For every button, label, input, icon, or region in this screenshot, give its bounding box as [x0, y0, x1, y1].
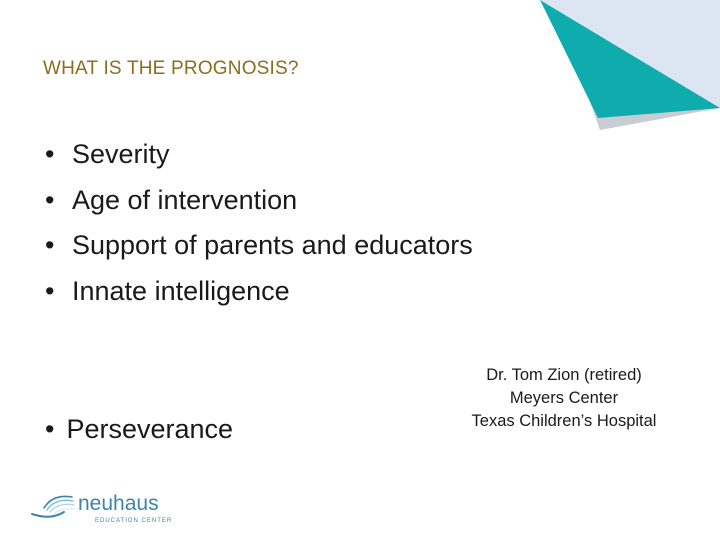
- bullet-dot: •: [45, 414, 55, 444]
- slide-title: WHAT IS THE PROGNOSIS?: [43, 58, 299, 79]
- bullet-dot: •: [45, 230, 55, 260]
- bullet-item: [45, 272, 473, 318]
- corner-shadow-shape: [560, 18, 720, 130]
- credit-name: Dr. Tom Zion (retired): [486, 366, 642, 384]
- bullet-item-perseverance: [45, 410, 233, 448]
- bullet-text: Innate intelligence: [72, 275, 290, 306]
- neuhaus-logo: [30, 488, 210, 528]
- bullet-text: Perseverance: [66, 414, 234, 444]
- bullet-item: [45, 226, 473, 272]
- bullet-text: Support of parents and educators: [72, 230, 473, 260]
- credit-center: Meyers Center: [509, 389, 619, 407]
- bullet-list: [45, 135, 473, 317]
- bullet-item: [45, 135, 473, 181]
- bullet-text: Severity: [72, 139, 170, 169]
- credit-hospital: Texas Children’s Hospital: [471, 412, 657, 430]
- logo-tagline: EDUCATION CENTER: [95, 518, 173, 524]
- bullet-dot: •: [45, 184, 55, 215]
- logo-wordmark: neuhaus: [78, 492, 159, 515]
- bullet-text: Age of intervention: [72, 184, 298, 215]
- book-wave-icon: [32, 496, 74, 516]
- bullet-dot: •: [45, 275, 55, 306]
- author-credit: [436, 364, 692, 433]
- bullet-dot: •: [45, 139, 55, 169]
- bullet-item: [45, 181, 473, 227]
- corner-teal-shape: [540, 0, 720, 118]
- corner-lightblue-shape: [540, 0, 720, 108]
